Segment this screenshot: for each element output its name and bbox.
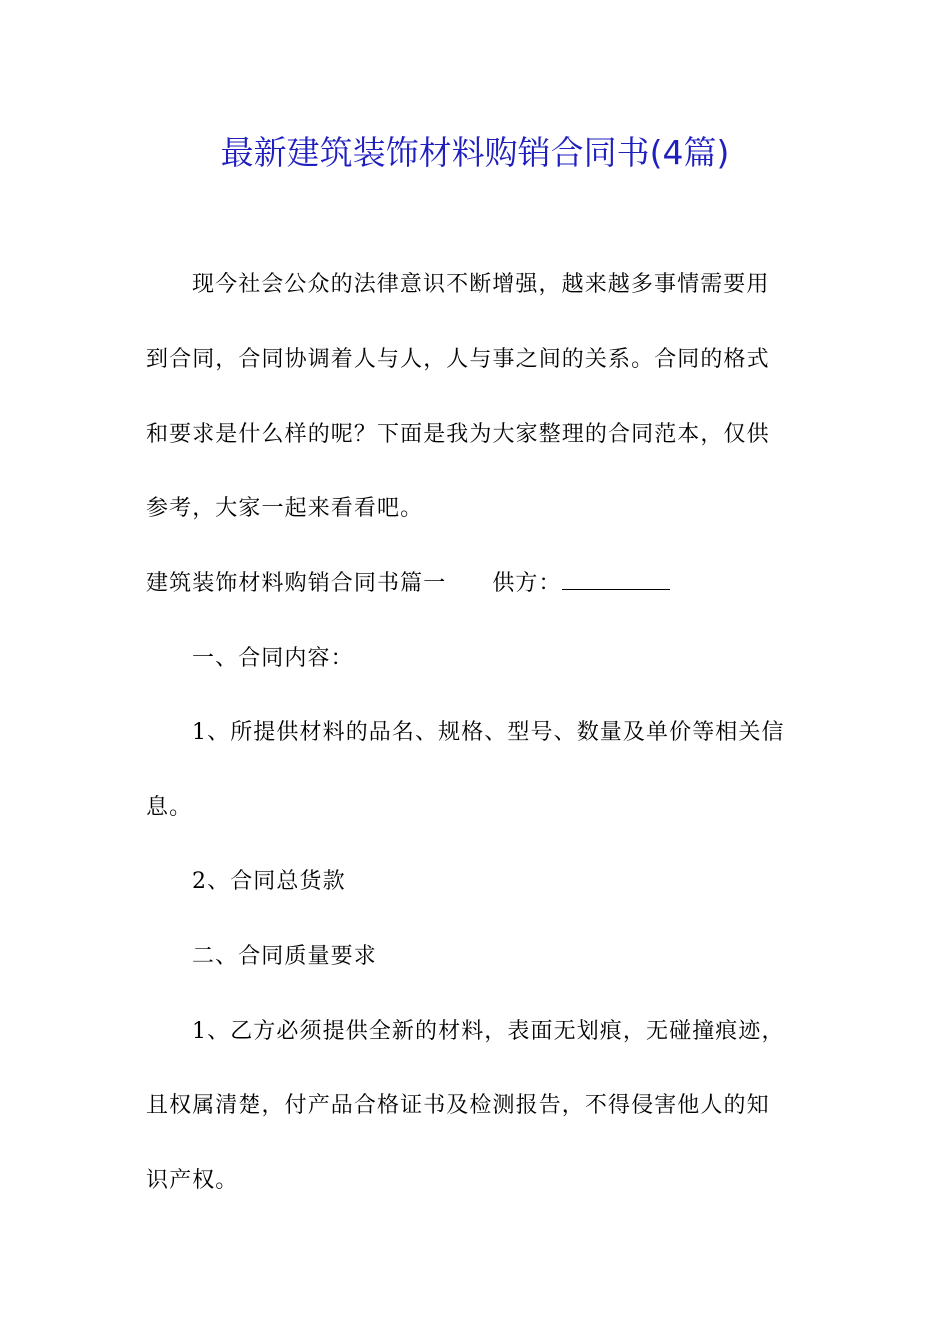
intro-line-3: 和要求是什么样的呢？下面是我为大家整理的合同范本，仅供 [146, 422, 770, 447]
intro-line-2: 到合同，合同协调着人与人，人与事之间的关系。合同的格式 [146, 347, 770, 372]
content-heading: 一、合同内容： [192, 646, 354, 671]
section-heading-row [146, 569, 670, 599]
quality-heading: 二、合同质量要求 [192, 944, 377, 969]
intro-line-1: 现今社会公众的法律意识不断增强，越来越多事情需要用 [192, 272, 770, 297]
quality1-line-3: 识产权。 [146, 1168, 239, 1193]
item2: 2、合同总货款 [192, 869, 346, 894]
item1-line-2: 息。 [146, 795, 193, 820]
item1-line-1: 1、所提供材料的品名、规格、型号、数量及单价等相关信 [192, 720, 785, 745]
intro-line-4: 参考，大家一起来看看吧。 [146, 496, 424, 521]
quality1-line-2: 且权属清楚，付产品合格证书及检测报告，不得侵害他人的知 [146, 1093, 770, 1118]
document-title: 最新建筑装饰材料购销合同书(4篇) [220, 133, 730, 172]
quality1-line-1: 1、乙方必须提供全新的材料，表面无划痕，无碰撞痕迹， [192, 1019, 785, 1044]
section-heading: 建筑装饰材料购销合同书篇一 [146, 571, 447, 596]
supplier-label: 供方： [492, 571, 562, 596]
supplier-blank [562, 569, 670, 590]
